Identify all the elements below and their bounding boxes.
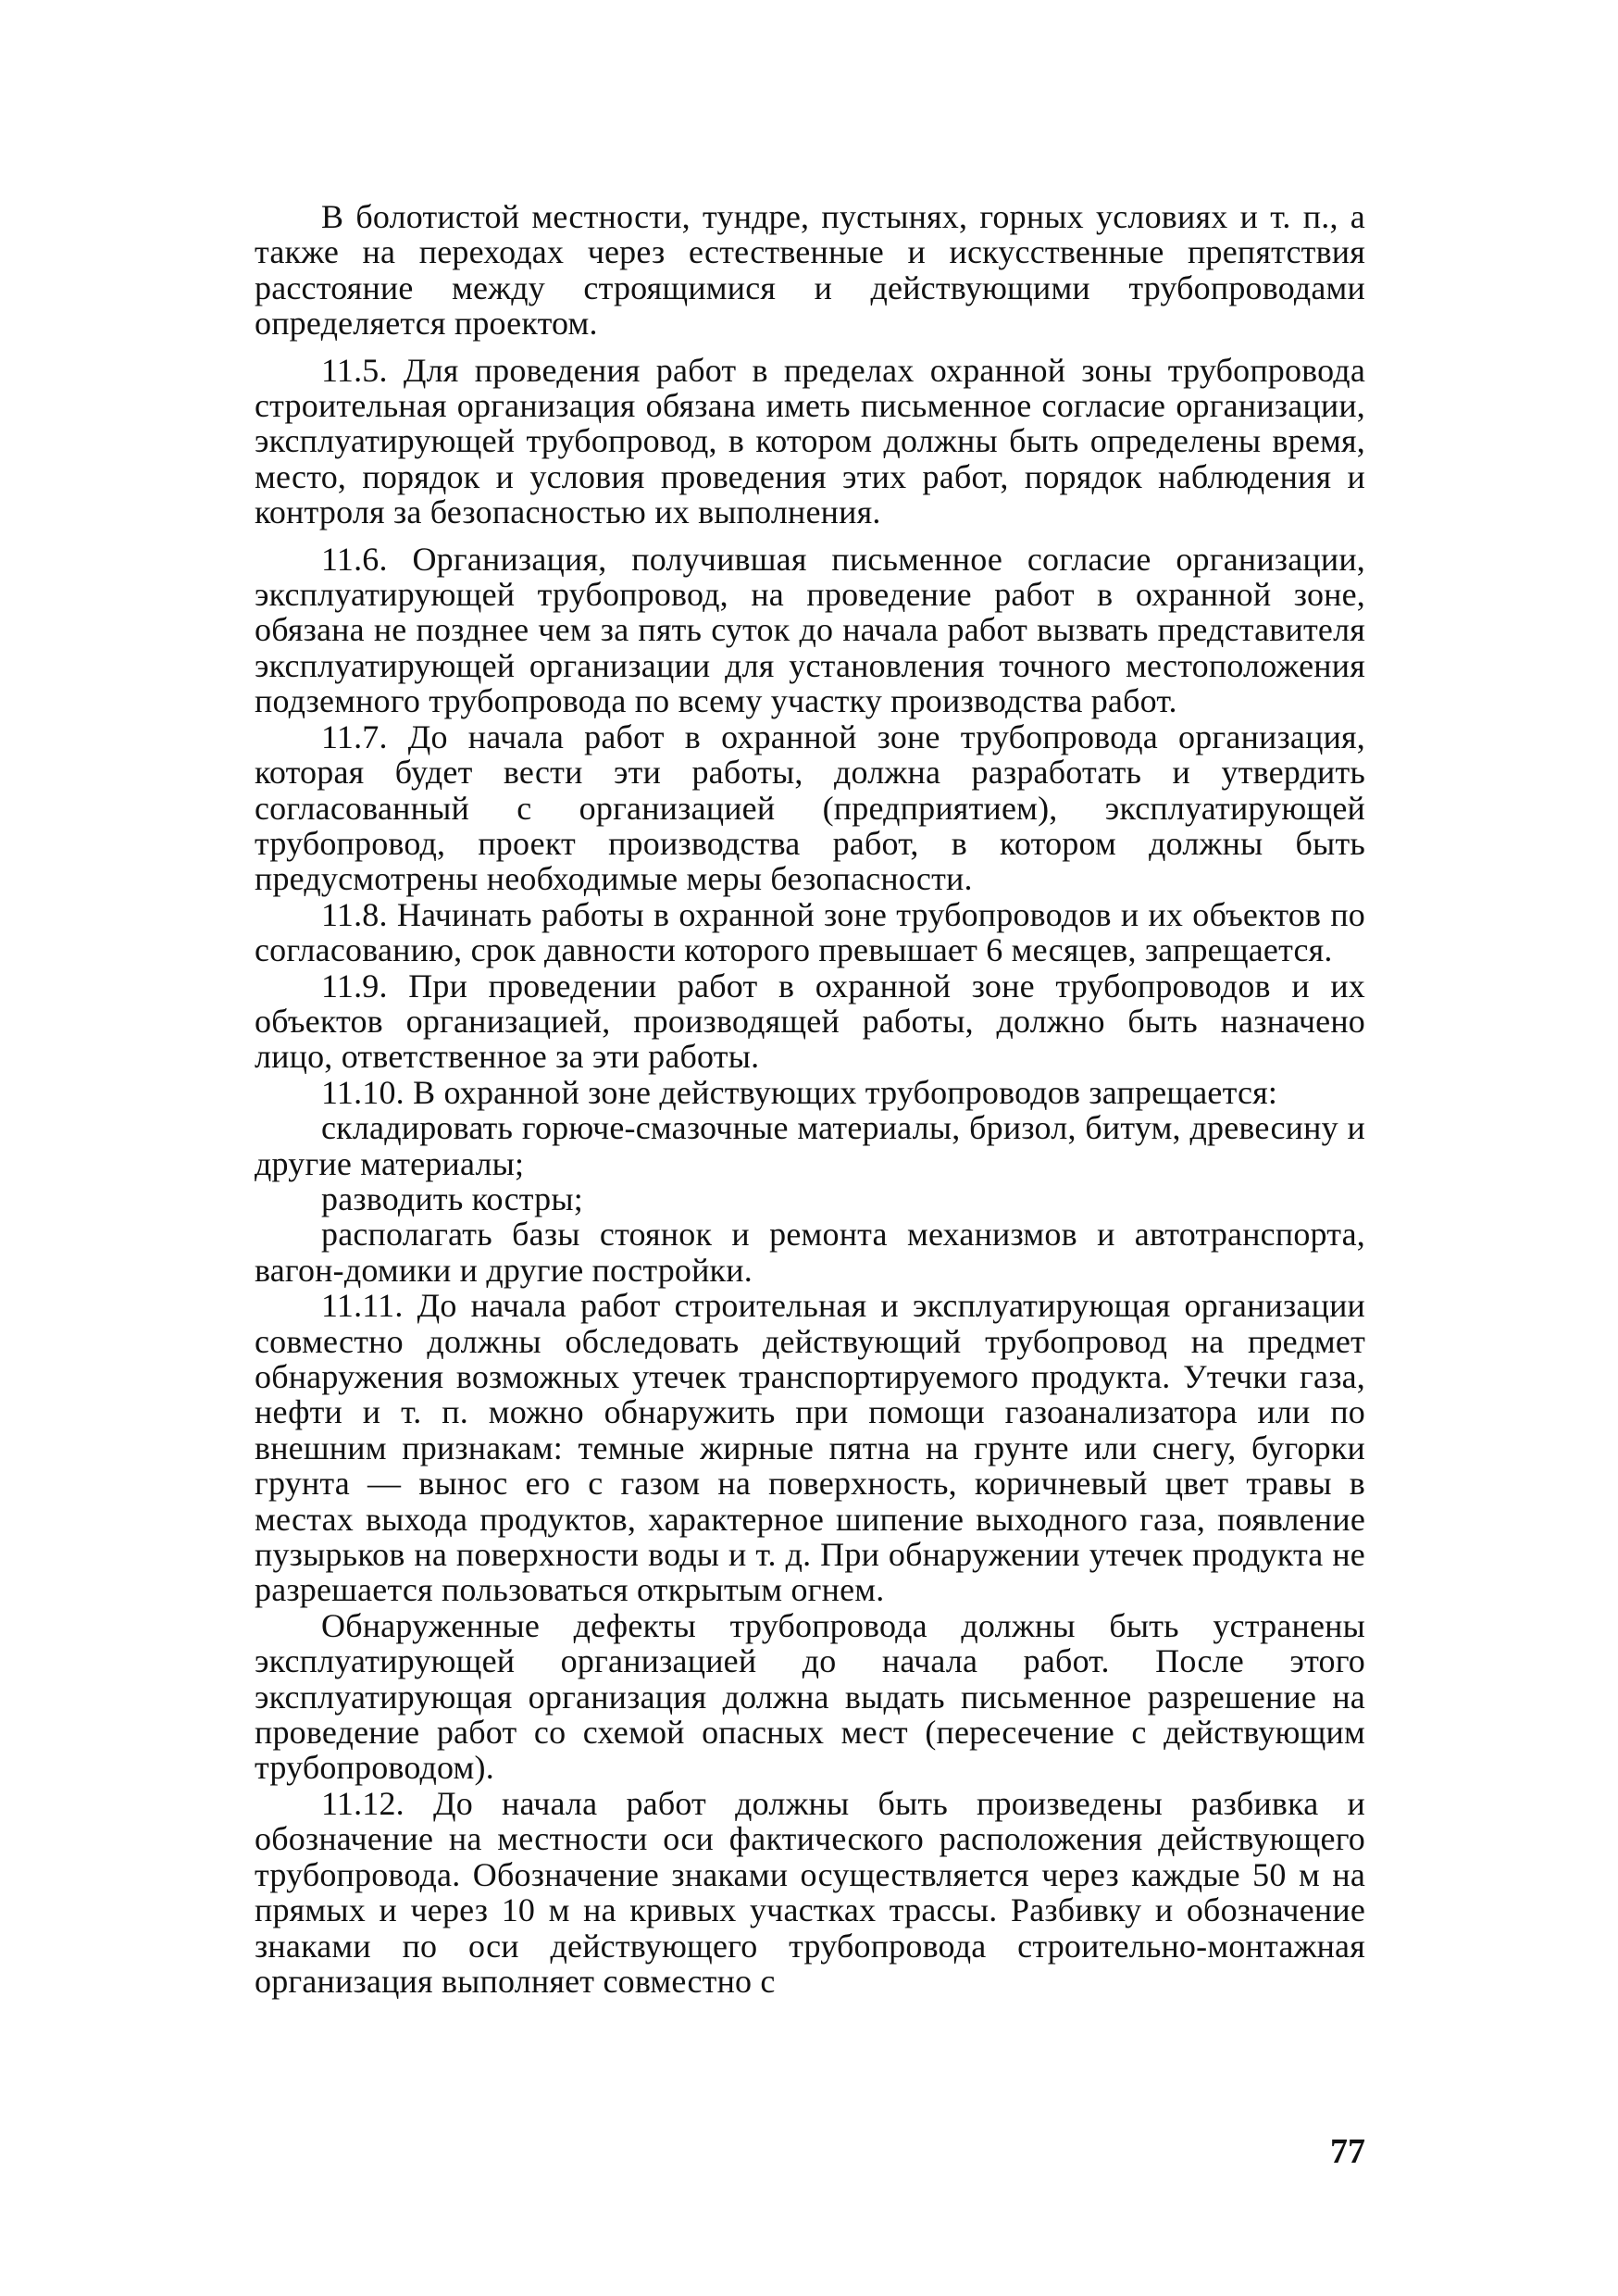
paragraph-11-11: 11.11. До начала работ строительная и эксплуатирующая организации совместно должны обследовать действующий трубопровод на предмет обнаружения возможных утечек транспортируемого продукта. Утечки газа, нефти и т. п. можно обнаружить при помощи газоанализатора или по внешним признакам: темные жирные пятна на грунте или снегу, бугорки грунта — вынос его с газом на поверхность, коричневый цвет травы в местах выхода продуктов, характерное шипение выходного газа, появление пузырьков на поверхности воды и т. д. При обнаружении утечек продукта не разрешается пользоваться открытым огнем. <box>255 1287 1365 1609</box>
list-item-fires: разводить костры; <box>321 1179 583 1217</box>
list-item-bases: располагать базы стоянок и ремонта механизмов и автотранспорта, вагон-домики и другие постройки. <box>255 1216 1365 1289</box>
paragraph-11-8: 11.8. Начинать работы в охранной зоне трубопроводов и их объектов по согласованию, срок давности которого превышает 6 месяцев, запрещается. <box>255 895 1365 969</box>
paragraph-11-6: 11.6. Организация, получившая письменное согласие организации, эксплуатирующей трубопровод, на проведение работ в охранной зоне, обязана не позднее чем за пять суток до начала работ вызвать представителя эксплуатирующей организации для установления точного местоположения подземного трубопровода по всему участку производства работ. <box>255 540 1365 720</box>
paragraph-defects: Обнаруженные дефекты трубопровода должны быть устранены эксплуатирующей организацией до начала работ. После этого эксплуатирующая организация должна выдать письменное разрешение на проведение работ со схемой опасных мест (пересечение с действующим трубопроводом). <box>255 1606 1365 1787</box>
paragraph-11-5: 11.5. Для проведения работ в пределах охранной зоны трубопровода строительная организация обязана иметь письменное согласие организации, эксплуатирующей трубопровод, в котором должны быть определены время, место, порядок и условия проведения этих работ, порядок наблюдения и контроля за безопасностью их выполнения. <box>255 351 1365 531</box>
list-item-lubricants: складировать горюче-смазочные материалы, бризол, битум, древесину и другие материалы; <box>255 1109 1365 1182</box>
page-number: 77 <box>1330 2132 1365 2171</box>
paragraph-intro: В болотистой местности, тундре, пустынях, горных условиях и т. п., а также на переходах через естественные и искусственные препятствия расстояние между строящимися и действующими трубопроводами определяется проектом. <box>255 198 1365 343</box>
paragraph-11-10: 11.10. В охранной зоне действующих трубопроводов запрещается: <box>321 1073 1278 1111</box>
paragraph-11-12: 11.12. До начала работ должны быть произведены разбивка и обозначение на местности оси фактического расположения действующего трубопровода. Обозначение знаками осуществляется через каждые 50 м на прямых и через 10 м на кривых участках трассы. Разбивку и обозначение знаками по оси действующего трубопровода строительно-монтажная организация выполняет совместно с <box>255 1784 1365 2000</box>
page-body <box>255 199 1365 1999</box>
paragraph-11-7: 11.7. До начала работ в охранной зоне трубопровода организация, которая будет вести эти работы, должна разработать и утвердить согласованный с организацией (предприятием), эксплуатирующей трубопровод, проект производства работ, в котором должны быть предусмотрены необходимые меры безопасности. <box>255 718 1365 898</box>
paragraph-11-9: 11.9. При проведении работ в охранной зоне трубопроводов и их объектов организацией, производящей работы, должно быть назначено лицо, ответственное за эти работы. <box>255 967 1365 1076</box>
